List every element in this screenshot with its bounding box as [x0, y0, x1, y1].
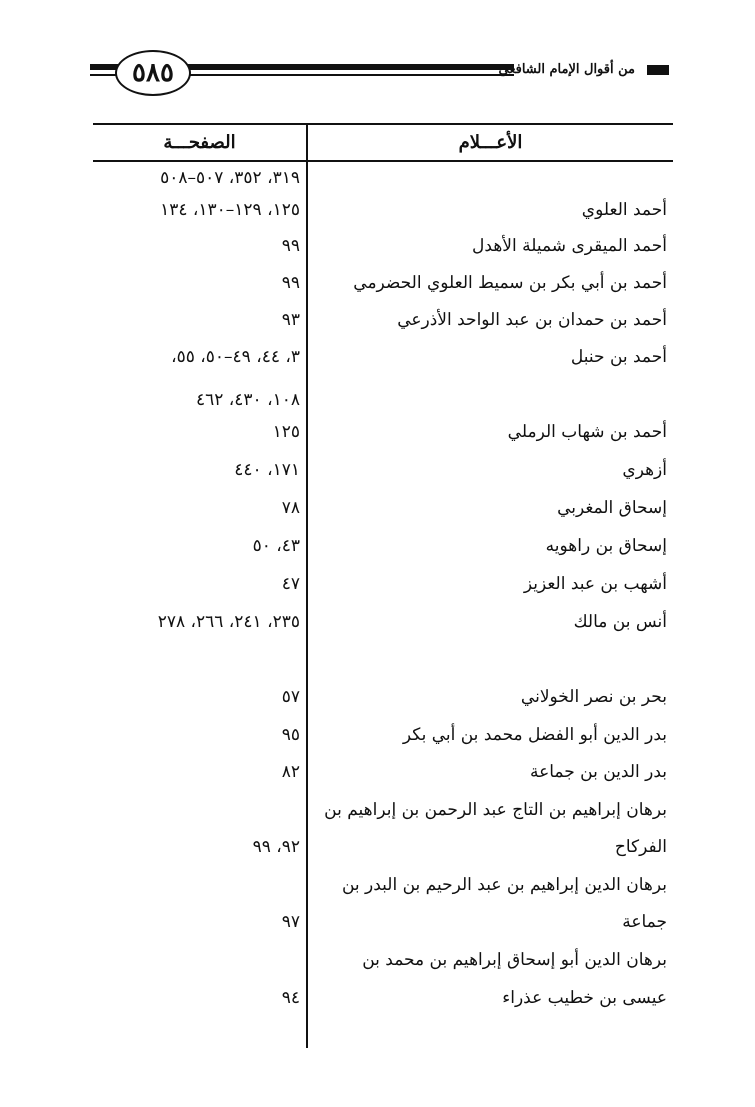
page-number: ٥٨٥ [115, 50, 191, 96]
person-name: أحمد العلوي [581, 200, 667, 220]
person-name: إسحاق المغربي [557, 498, 667, 518]
page-references: ٩٥ [281, 725, 300, 745]
table-top-rule [93, 123, 673, 125]
page-header [0, 0, 755, 110]
page-references: ١٧١، ٤٤٠ [234, 460, 300, 480]
page-references: ٩٤ [281, 988, 300, 1008]
person-name: أحمد بن حمدان بن عبد الواحد الأذرعي [397, 310, 667, 330]
header-rule-right-thin [184, 74, 514, 76]
page-references: ٩٧ [281, 912, 300, 932]
page-references: ٩٣ [281, 310, 300, 330]
column-header-names: الأعـــلام [458, 132, 523, 153]
column-divider [306, 123, 308, 1048]
person-name: أنس بن مالك [573, 612, 667, 632]
person-name: الفركاح [614, 837, 667, 857]
header-square-bullet [647, 65, 669, 75]
page-references: ٣١٩، ٣٥٢، ٥٠٧–٥٠٨ [160, 168, 300, 188]
page-references: ٢٣٥، ٢٤١، ٢٦٦، ٢٧٨ [157, 612, 300, 632]
person-name: برهان الدين إبراهيم بن عبد الرحيم بن البدر بن [341, 875, 667, 895]
page-references: ٥٧ [281, 687, 300, 707]
header-rule-right-thick [184, 64, 514, 70]
page-references: ١٢٥ [272, 422, 300, 442]
person-name: بدر الدين أبو الفضل محمد بن أبي بكر [402, 725, 667, 745]
page-references: ١٠٨، ٤٣٠، ٤٦٢ [196, 390, 300, 410]
person-name: أحمد بن حنبل [570, 347, 667, 367]
page-references: ٣، ٤٤، ٤٩–٥٠، ٥٥، [171, 347, 300, 367]
page-references: ٨٢ [281, 762, 300, 782]
person-name: أزهري [622, 460, 667, 480]
page-references: ١٢٥، ١٢٩–١٣٠، ١٣٤ [160, 200, 300, 220]
person-name: إسحاق بن راهويه [545, 536, 667, 556]
page-references: ٩٩ [281, 236, 300, 256]
page-references: ٤٧ [281, 574, 300, 594]
table-header-rule [93, 160, 673, 162]
person-name: أحمد الميقرى شميلة الأهدل [472, 236, 667, 256]
person-name: عيسى بن خطيب عذراء [502, 988, 667, 1008]
running-title: من أقوال الإمام الشافعي [498, 62, 635, 77]
person-name: أحمد بن أبي بكر بن سميط العلوي الحضرمي [353, 273, 667, 293]
person-name: بدر الدين بن جماعة [529, 762, 667, 782]
person-name: برهان إبراهيم بن التاج عبد الرحمن بن إبراهيم بن [324, 800, 667, 820]
person-name: جماعة [622, 912, 667, 932]
person-name: برهان الدين أبو إسحاق إبراهيم بن محمد بن [362, 950, 667, 970]
page-references: ٩٩ [281, 273, 300, 293]
person-name: بحر بن نصر الخولاني [520, 687, 667, 707]
page-references: ٩٢، ٩٩ [252, 837, 300, 857]
column-header-pages: الصفحـــة [163, 132, 236, 153]
person-name: أشهب بن عبد العزيز [523, 574, 667, 594]
page-references: ٧٨ [281, 498, 300, 518]
page-references: ٤٣، ٥٠ [252, 536, 300, 556]
person-name: أحمد بن شهاب الرملي [507, 422, 667, 442]
